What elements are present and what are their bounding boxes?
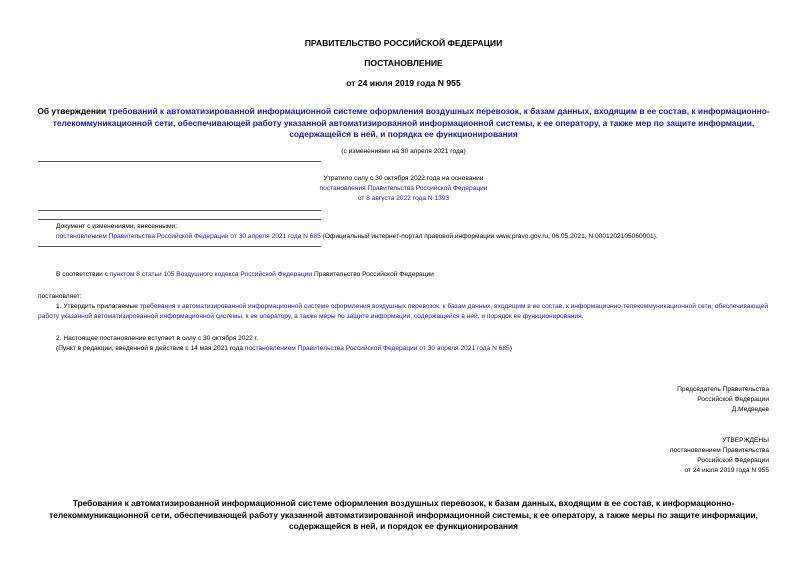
approved-block	[670, 436, 769, 476]
amendments-label: Документ с изменениями, внесенными:	[56, 223, 178, 230]
air-code-link[interactable]: пунктом 8 статьи 105 Воздушного кодекса Российской Федерации	[109, 271, 313, 278]
item-2-note-link[interactable]: постановлением Правительства Российской Федерации от 30 апреля 2021 года N 685	[244, 345, 510, 352]
doc-type-heading: ПОСТАНОВЛЕНИЕ	[364, 58, 443, 68]
lost-force-link-line1[interactable]: постановления Правительства Российской Федерации	[319, 185, 488, 192]
requirements-title: Требования к автоматизированной информационной системе оформления воздушных перевозок, к базам данных, входящим в ее состав, к информационно-телекоммуникационной сети, обеспечивающей работу указанной автоматизированной информационной системы, к ее оператору, а также меры по защите информации, содержащейся в ней, и порядок ее функционирования	[49, 498, 758, 531]
document-title	[28, 106, 779, 141]
approved-heading: УТВЕРЖДЕНЫ	[722, 437, 769, 444]
approved-line-4: от 24 июля 2019 года N 955	[684, 467, 769, 474]
item-2-note	[56, 344, 776, 354]
changes-note: (с изменениями на 30 апреля 2021 года)	[341, 148, 466, 155]
amendments-source: (Официальный интернет-портал правовой информации www.pravo.gov.ru, 06.05.2021, N 0001202105060001).	[320, 233, 658, 240]
preamble	[56, 270, 776, 280]
separator-line	[38, 161, 321, 162]
government-heading: ПРАВИТЕЛЬСТВО РОССИЙСКОЙ ФЕДЕРАЦИИ	[304, 38, 503, 48]
signature-position: Председатель Правительства	[677, 386, 769, 393]
signature-block	[677, 385, 769, 415]
preamble-prefix: В соответствии с	[56, 271, 110, 278]
separator-line	[38, 219, 321, 220]
lost-force-note	[290, 174, 517, 204]
item-2-note-prefix: (Пункт в редакции, введенной в действие с 14 мая 2021 года	[56, 345, 245, 352]
item-2-note-suffix: )	[509, 345, 512, 352]
title-prefix: Об утверждении	[37, 106, 109, 116]
date-number-heading: от 24 июля 2019 года N 955	[346, 78, 461, 88]
preamble-suffix: Правительство Российской Федерации	[312, 271, 434, 278]
approved-line-3: Российской Федерации	[697, 457, 769, 464]
title-requirements-link[interactable]: требований к автоматизированной информационной системе оформления воздушных перевозок, к базам данных, входящим в ее состав, к информационно-телекоммуникационной сети, обеспечивающей работу указанной автоматизированной информационной системы, к ее оператору, а также мер по защите информации, содержащейся в ней, и порядка ее функционирования	[52, 106, 770, 139]
signature-country: Российской Федерации	[697, 396, 769, 403]
lost-force-text: Утратило силу с 30 октября 2022 года на основании	[323, 175, 484, 182]
amendments-block	[56, 222, 776, 242]
item-1-suffix: .	[581, 313, 584, 320]
decree-word: постановляет:	[38, 293, 82, 300]
separator-line	[38, 246, 321, 247]
signature-name: Д.Медведев	[731, 406, 769, 413]
amendments-link[interactable]: постановлением Правительства Российской Федерации от 30 апреля 2021 года N 685	[56, 233, 321, 240]
lost-force-link-line2[interactable]: от 8 августа 2022 года N 1393	[357, 195, 450, 202]
item-1	[38, 302, 770, 322]
item-1-prefix: 1. Утвердить прилагаемые	[56, 303, 140, 310]
separator-line	[38, 210, 321, 211]
item-1-requirements-link[interactable]: требования к автоматизированной информационной системе оформления воздушных перевозок, к базам данных, входящим в ее состав, к информационно-телекоммуникационной сети, обеспечивающей работу указанной автоматизированной информационной системы, к ее оператору, а также меры по защите информации, содержащейся в ней, и порядок ее функционирования	[38, 303, 769, 320]
item-2: 2. Настоящее постановление вступает в силу с 30 октября 2022 г.	[56, 335, 259, 342]
approved-line-2: постановлением Правительства	[669, 447, 769, 454]
